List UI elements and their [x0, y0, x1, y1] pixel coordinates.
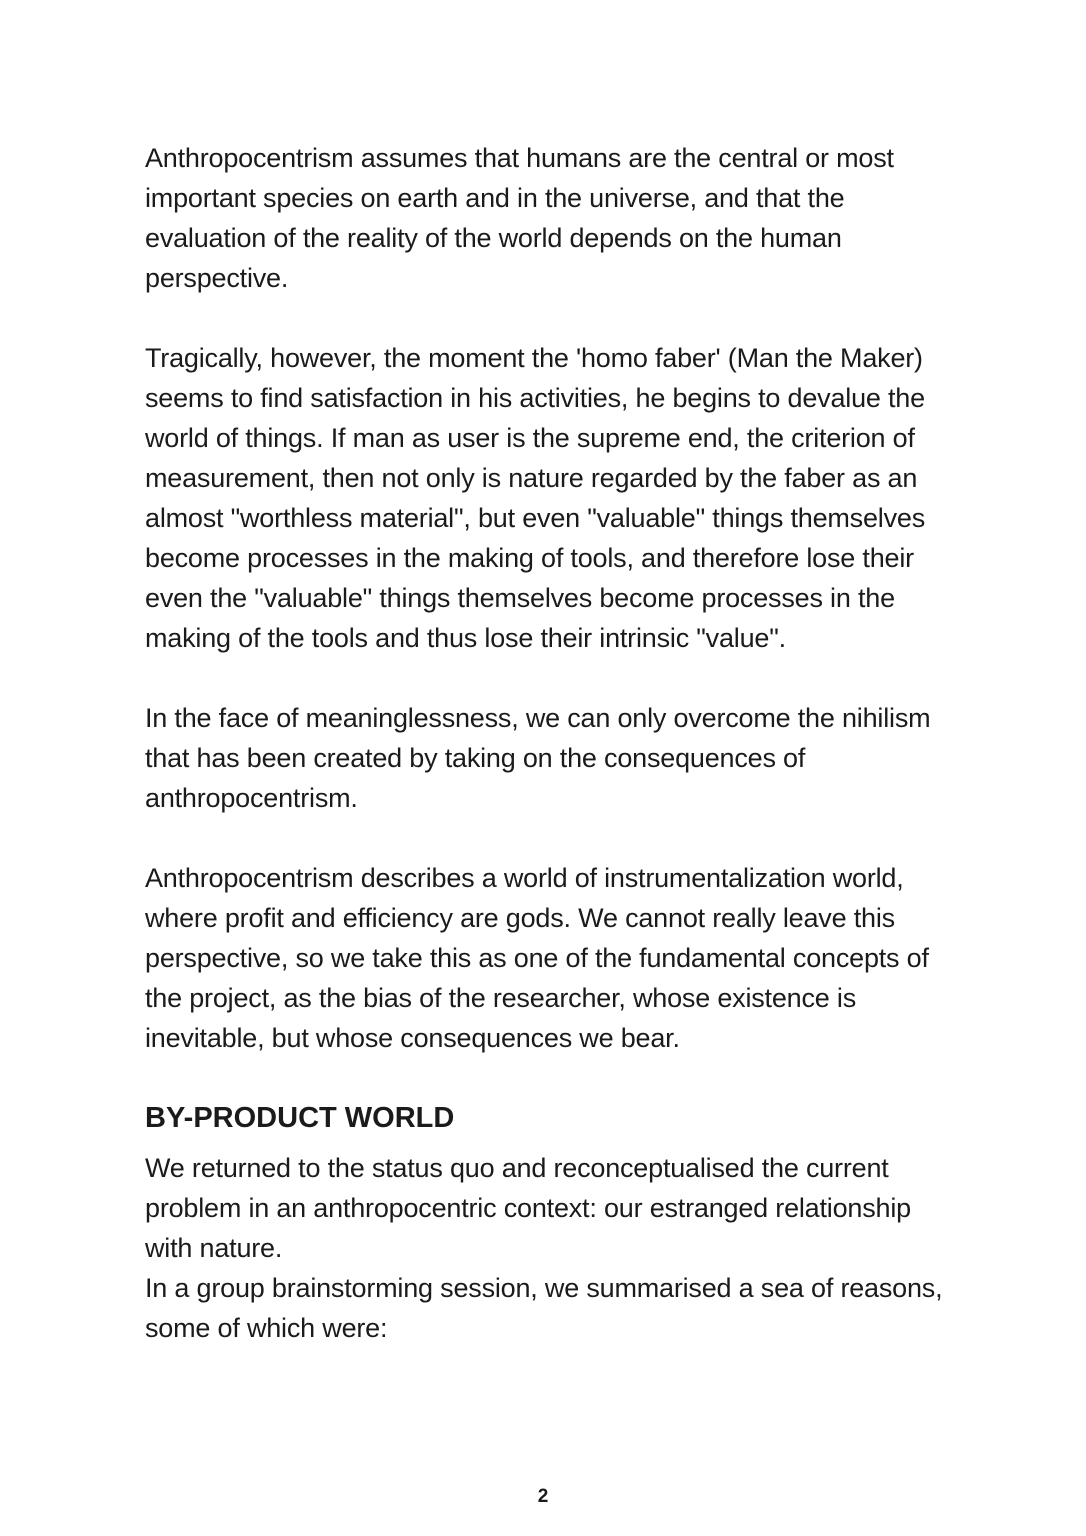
paragraph-homo-faber: Tragically, however, the moment the 'homo faber' (Man the Maker) seems to find satisfaction in his activities, he begins to devalue the world of things. If man as user is the supreme end, the criterion of measurement, then not only is nature regarded by the faber as an almost "worthless material", but even "valuable" things themselves become processes in the making of tools, and therefore lose their even the "valuable" things themselves become processes in the making of the tools and thus lose their intrinsic "value". [145, 343, 926, 653]
paragraph-anthropocentrism-definition: Anthropocentrism assumes that humans are the central or most important species on earth and in the universe, and that the evaluation of the reality of the world depends on the human perspective. [145, 143, 894, 293]
paragraph-status-quo: We returned to the status quo and reconceptualised the current problem in an anthropocentric context: our estranged relationship with nature. [145, 1153, 911, 1263]
page-content [145, 138, 963, 1348]
section-heading-by-product-world: BY-PRODUCT WORLD [145, 1102, 455, 1134]
paragraph-instrumentalization: Anthropocentrism describes a world of instrumentalization world, where profit and efficiency are gods. We cannot really leave this perspective, so we take this as one of the fundamental concepts of the project, as the bias of the researcher, whose existence is inevitable, but whose consequences we bear. [145, 863, 929, 1053]
paragraph-brainstorming: In a group brainstorming session, we summarised a sea of reasons, some of which were: [145, 1273, 943, 1343]
paragraph-meaninglessness: In the face of meaninglessness, we can only overcome the nihilism that has been created by taking on the consequences of anthropocentrism. [145, 703, 931, 813]
page-number: 2 [537, 1486, 549, 1507]
